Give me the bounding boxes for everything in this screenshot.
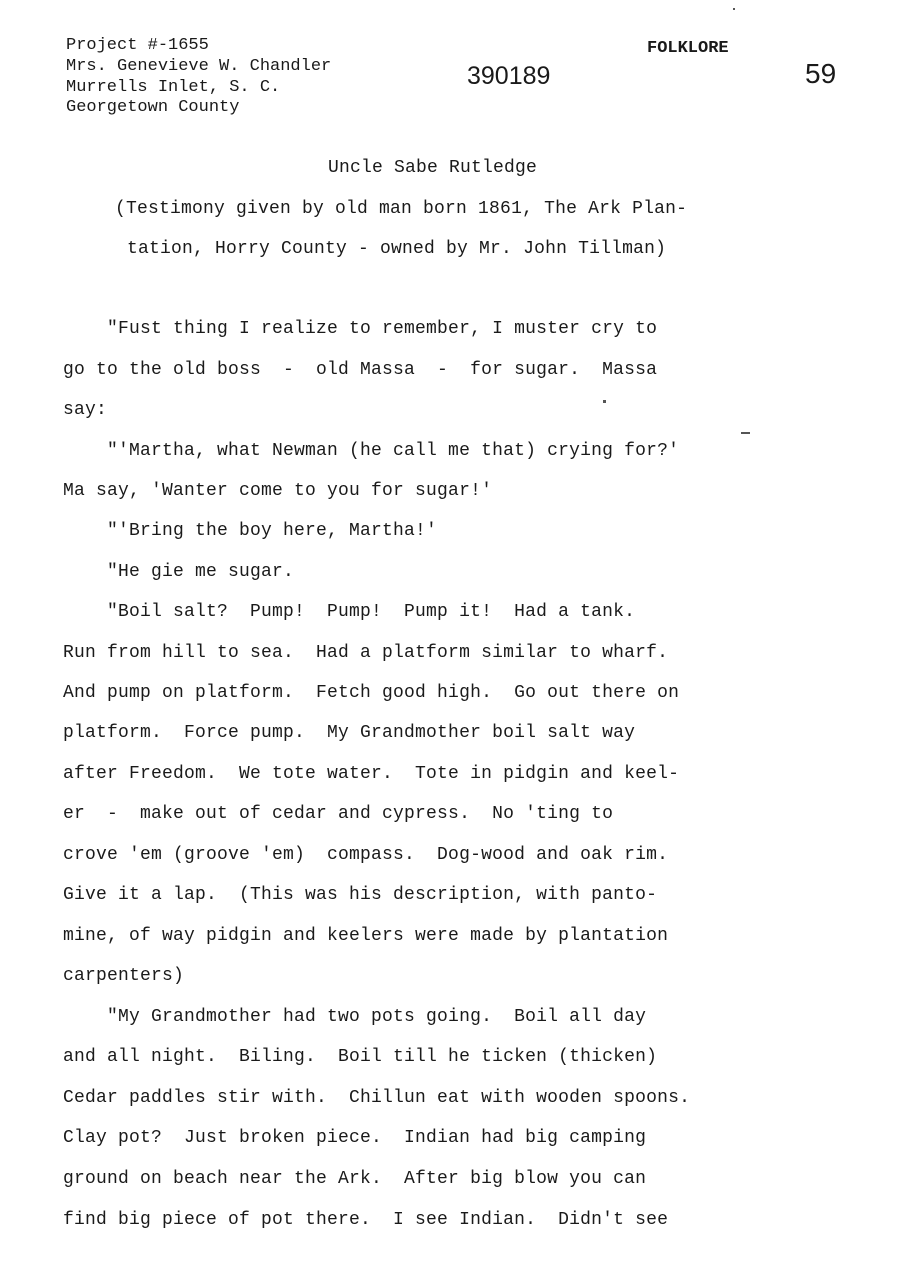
body-line: Clay pot? Just broken piece. Indian had big camping <box>63 1128 647 1148</box>
body-line: Ma say, 'Wanter come to you for sugar!' <box>63 481 493 501</box>
body-line: ground on beach near the Ark. After big blow you can <box>63 1169 647 1189</box>
document-title: Uncle Sabe Rutledge <box>328 158 538 178</box>
author-location: Murrells Inlet, S. C. <box>66 78 281 97</box>
page-number: 59 <box>805 58 837 89</box>
project-number: Project #-1655 <box>66 36 209 55</box>
body-line: "My Grandmother had two pots going. Boil all day <box>63 1007 647 1027</box>
scan-mark <box>603 400 606 403</box>
document-number: 390189 <box>467 62 551 90</box>
body-line: "He gie me sugar. <box>63 562 295 582</box>
body-line: crove 'em (groove 'em) compass. Dog-wood and oak rim. <box>63 845 669 865</box>
subtitle-line: (Testimony given by old man born 1861, The Ark Plan- <box>115 199 688 219</box>
author-name: Mrs. Genevieve W. Chandler <box>66 57 332 76</box>
body-line: Cedar paddles stir with. Chillun eat with wooden spoons. <box>63 1088 691 1108</box>
body-line: after Freedom. We tote water. Tote in pidgin and keel- <box>63 764 680 784</box>
subtitle-line: tation, Horry County - owned by Mr. John Tillman) <box>127 239 667 259</box>
body-line: er - make out of cedar and cypress. No 'ting to <box>63 804 614 824</box>
body-line: "'Bring the boy here, Martha!' <box>63 521 438 541</box>
body-line: say: <box>63 400 108 420</box>
body-line: mine, of way pidgin and keelers were made by plantation <box>63 926 669 946</box>
body-line: carpenters) <box>63 966 185 986</box>
scan-mark <box>741 432 750 434</box>
scan-mark <box>733 8 735 10</box>
body-line: platform. Force pump. My Grandmother boil salt way <box>63 723 636 743</box>
body-line: and all night. Biling. Boil till he ticken (thicken) <box>63 1047 658 1067</box>
body-line: "'Martha, what Newman (he call me that) crying for?' <box>63 441 680 461</box>
body-line: Give it a lap. (This was his description, with panto- <box>63 885 658 905</box>
body-line: find big piece of pot there. I see Indian. Didn't see <box>63 1210 669 1230</box>
body-line: go to the old boss - old Massa - for sugar. Massa <box>63 360 658 380</box>
body-line: "Fust thing I realize to remember, I muster cry to <box>63 319 658 339</box>
body-line: Run from hill to sea. Had a platform similar to wharf. <box>63 643 669 663</box>
county: Georgetown County <box>66 98 240 117</box>
category-label: FOLKLORE <box>647 39 729 58</box>
body-line: And pump on platform. Fetch good high. Go out there on <box>63 683 680 703</box>
body-line: "Boil salt? Pump! Pump! Pump it! Had a tank. <box>63 602 636 622</box>
